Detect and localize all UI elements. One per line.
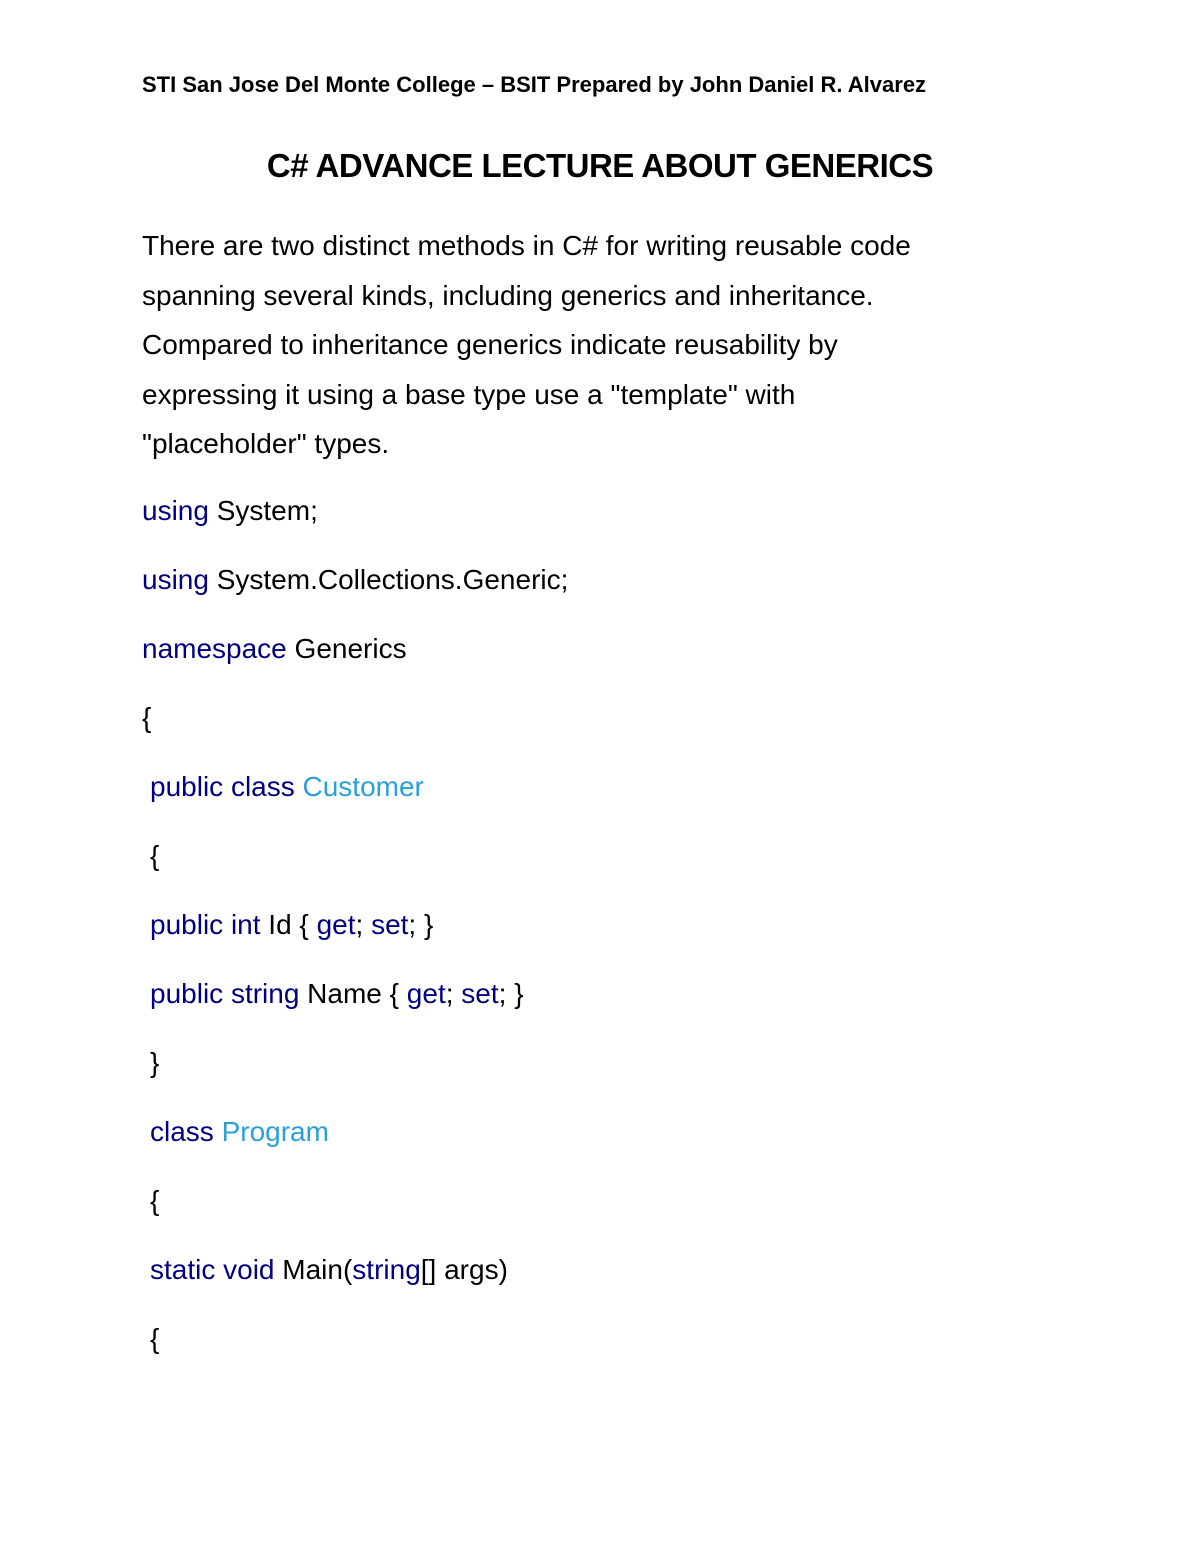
code-keyword: get xyxy=(406,978,446,1009)
intro-line: "placeholder" types. xyxy=(142,428,390,459)
code-keyword: namespace xyxy=(142,633,287,664)
code-line-close-brace xyxy=(142,1041,568,1110)
page-title: C# ADVANCE LECTURE ABOUT GENERICS xyxy=(266,147,934,184)
code-line-using-system xyxy=(142,489,568,558)
code-keyword: public class xyxy=(150,771,295,802)
code-text: Id { xyxy=(260,909,317,940)
code-keyword: static void xyxy=(150,1254,275,1285)
code-keyword: set xyxy=(461,978,499,1009)
code-line-name-property xyxy=(142,972,568,1041)
code-keyword: public string xyxy=(150,978,300,1009)
code-line-namespace xyxy=(142,627,568,696)
code-line-class-customer xyxy=(142,765,568,834)
code-keyword: get xyxy=(316,909,356,940)
code-text: Name { xyxy=(299,978,407,1009)
intro-line: spanning several kinds, including generics and inheritance. xyxy=(142,279,874,311)
code-text: ; } xyxy=(498,978,524,1009)
code-text: { xyxy=(150,840,160,871)
code-keyword: class xyxy=(150,1116,214,1147)
code-keyword: string xyxy=(352,1254,421,1285)
code-line-using-generic xyxy=(142,558,568,627)
code-text: System; xyxy=(208,495,318,526)
code-text: ; } xyxy=(408,909,434,940)
code-keyword: public int xyxy=(150,909,261,940)
code-keyword: using xyxy=(142,564,209,595)
code-text: [] args) xyxy=(420,1254,508,1285)
intro-line: expressing it using a base type use a "template" with xyxy=(142,378,796,410)
code-type-name: Program xyxy=(213,1116,329,1147)
code-line-open-brace xyxy=(142,1179,568,1248)
code-line-class-program xyxy=(142,1110,568,1179)
code-text: Generics xyxy=(286,633,407,664)
code-type-name: Customer xyxy=(294,771,424,802)
code-line-open-brace xyxy=(142,696,568,765)
code-text: { xyxy=(150,1185,160,1216)
code-line-id-property xyxy=(142,903,568,972)
intro-line: Compared to inheritance generics indicate reusability by xyxy=(142,329,838,360)
code-keyword: using xyxy=(142,495,209,526)
code-text: { xyxy=(150,1323,160,1354)
intro-line: There are two distinct methods in C# for writing reusable code xyxy=(142,230,911,261)
code-text: } xyxy=(150,1047,160,1078)
code-text: Main( xyxy=(274,1254,353,1285)
code-text: ; xyxy=(355,909,372,940)
code-line-main-method xyxy=(142,1248,568,1317)
code-text: ; xyxy=(445,978,462,1009)
intro-paragraph xyxy=(142,221,1102,469)
code-line-open-brace xyxy=(142,834,568,903)
code-listing xyxy=(142,489,568,1386)
document-header: STI San Jose Del Monte College – BSIT Prepared by John Daniel R. Alvarez xyxy=(142,72,927,97)
code-text: System.Collections.Generic; xyxy=(208,564,569,595)
code-text: { xyxy=(142,702,152,733)
code-line-open-brace xyxy=(142,1317,568,1386)
code-keyword: set xyxy=(371,909,409,940)
